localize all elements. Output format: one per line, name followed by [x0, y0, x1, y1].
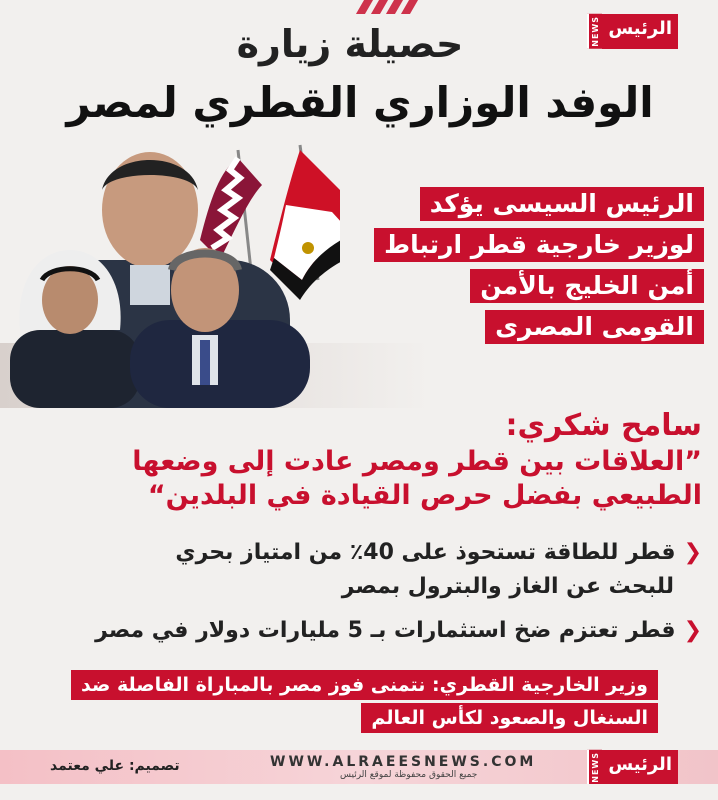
- bullet-text: قطر للطاقة تستحوذ على 40٪ من امتياز بحري: [175, 540, 676, 565]
- headline-line-4: القومى المصرى: [485, 310, 704, 344]
- brand-name: الرئيس: [602, 750, 678, 785]
- copyright-text: جميع الحقوق محفوظة لموقع الرئيس: [340, 770, 478, 780]
- quote-line-2: الطبيعي بفضل حرص القيادة في البلدين“: [147, 480, 702, 511]
- chevron-left-icon: ❮: [683, 618, 702, 643]
- title-line-1: حصيلة زيارة: [236, 22, 464, 66]
- chevron-left-icon: ❮: [683, 540, 702, 565]
- website-url[interactable]: WWW.ALRAEESNEWS.COM: [270, 754, 537, 770]
- bullet-item-2: [95, 618, 702, 643]
- news-tag: NEWS: [587, 14, 602, 49]
- news-tag: NEWS: [587, 750, 602, 785]
- bullet-text: قطر تعتزم ضخ استثمارات بـ 5 مليارات دولار في مصر: [95, 618, 676, 643]
- brand-logo-top[interactable]: [587, 14, 678, 49]
- bullet-item-1-line-2: للبحث عن الغاز والبترول بمصر: [341, 574, 674, 599]
- bottom-strip: [0, 784, 718, 800]
- decor-stripes: [360, 0, 420, 14]
- highlight-line-2: السنغال والصعود لكأس العالم: [361, 703, 658, 733]
- highlight-line-1: وزير الخارجية القطري: نتمنى فوز مصر بالمباراة الفاصلة ضد: [71, 670, 658, 700]
- quote-line-1: ”العلاقات بين قطر ومصر عادت إلى وضعها: [132, 446, 702, 477]
- quote-speaker: سامح شكري:: [505, 408, 702, 443]
- brand-logo-bottom[interactable]: [587, 750, 678, 785]
- brand-name: الرئيس: [602, 14, 678, 49]
- delegation-photo: [0, 130, 340, 408]
- page-title: الوفد الوزاري القطري لمصر: [66, 78, 654, 127]
- bullet-item-1: [175, 540, 702, 565]
- headline-line-3: أمن الخليج بالأمن: [470, 269, 704, 303]
- designer-credit: تصميم: علي معتمد: [50, 758, 180, 774]
- headline-line-1: الرئيس السيسى يؤكد: [420, 187, 704, 221]
- officials-and-flags-image: [0, 130, 340, 408]
- headline-line-2: لوزير خارجية قطر ارتباط: [374, 228, 704, 262]
